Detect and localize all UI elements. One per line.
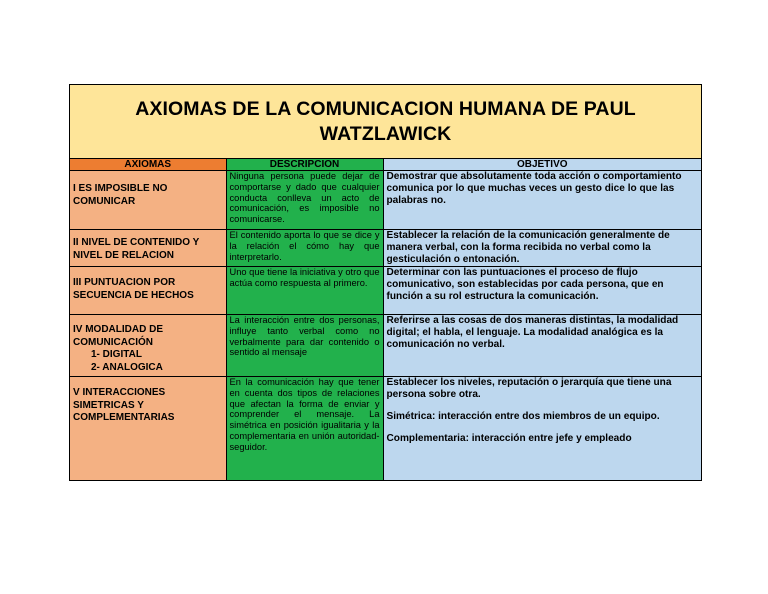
objetivo-cell [383,315,701,377]
descripcion-cell: La interacción entre dos personas, influye tanto verbal como no verbalmente para dar contenido o sentido al mensaje [226,315,383,377]
axioma-cell: I ES IMPOSIBLE NO COMUNICAR [70,171,226,230]
objetivo-text: Complementaria: interacción entre jefe y empleado [386,433,632,444]
objetivo-text: Demostrar que absolutamente toda acción o comportamiento comunica por lo que muchas veces un gesto dice lo que las palabras no. [386,171,682,206]
objetivo-text: Simétrica: interacción entre dos miembros de un equipo. [386,411,660,422]
axiomas-table [70,159,701,480]
header-descripcion: DESCRIPCION [226,159,383,171]
header-row [70,159,701,171]
document-title: AXIOMAS DE LA COMUNICACION HUMANA DE PAUL WATZLAWICK [135,97,636,145]
descripcion-cell: El contenido aporta lo que se dice y la relación el cómo hay que interpretarlo. [226,230,383,267]
axioma-cell [70,315,226,377]
header-objetivo: OBJETIVO [383,159,701,171]
header-axiomas: AXIOMAS [70,159,226,171]
axiomas-document [69,84,702,481]
axioma-subitem-digital: 1- DIGITAL [91,349,142,360]
axioma-cell: V INTERACCIONES SIMETRICAS Y COMPLEMENTARIAS [70,377,226,480]
title-band [70,85,701,159]
objetivo-cell [383,377,701,480]
objetivo-cell [383,230,701,267]
axioma-label: IV MODALIDAD DE COMUNICACIÓN [73,324,163,348]
axioma-cell: II NIVEL DE CONTENIDO Y NIVEL DE RELACION [70,230,226,267]
table-row [70,267,701,315]
objetivo-text: Establecer la relación de la comunicación generalmente de manera verbal, con la forma recibida no verbal como la gesticulación o entonación. [386,230,670,265]
objetivo-text: Determinar con las puntuaciones el proceso de flujo comunicativo, son establecidas por cada persona, que en función a su rol estructura la comunicación. [386,267,664,302]
table-row [70,315,701,377]
descripcion-cell: En la comunicación hay que tener en cuenta dos tipos de relaciones que afectan la forma de enviar y comprender el mensaje. La simétrica en posición igualitaria y la complementaria en unión autoridad-seguidor. [226,377,383,480]
table-row [70,230,701,267]
objetivo-cell [383,171,701,230]
descripcion-cell: Uno que tiene la iniciativa y otro que actúa como respuesta al primero. [226,267,383,315]
descripcion-cell: Ninguna persona puede dejar de comportarse y dado que cualquier conducta conlleva un acto de comunicación, es imposible no comunicarse. [226,171,383,230]
objetivo-text: Referirse a las cosas de dos maneras distintas, la modalidad digital; el habla, el lenguaje. La modalidad analógica es la comunicación no verbal. [386,315,679,350]
table-row [70,171,701,230]
objetivo-cell [383,267,701,315]
table-row [70,377,701,480]
axioma-subitem-analogica: 2- ANALOGICA [91,361,163,373]
objetivo-text: Establecer los niveles, reputación o jerarquía que tiene una persona sobre otra. [386,377,672,400]
axioma-cell: III PUNTUACION POR SECUENCIA DE HECHOS [70,267,226,315]
